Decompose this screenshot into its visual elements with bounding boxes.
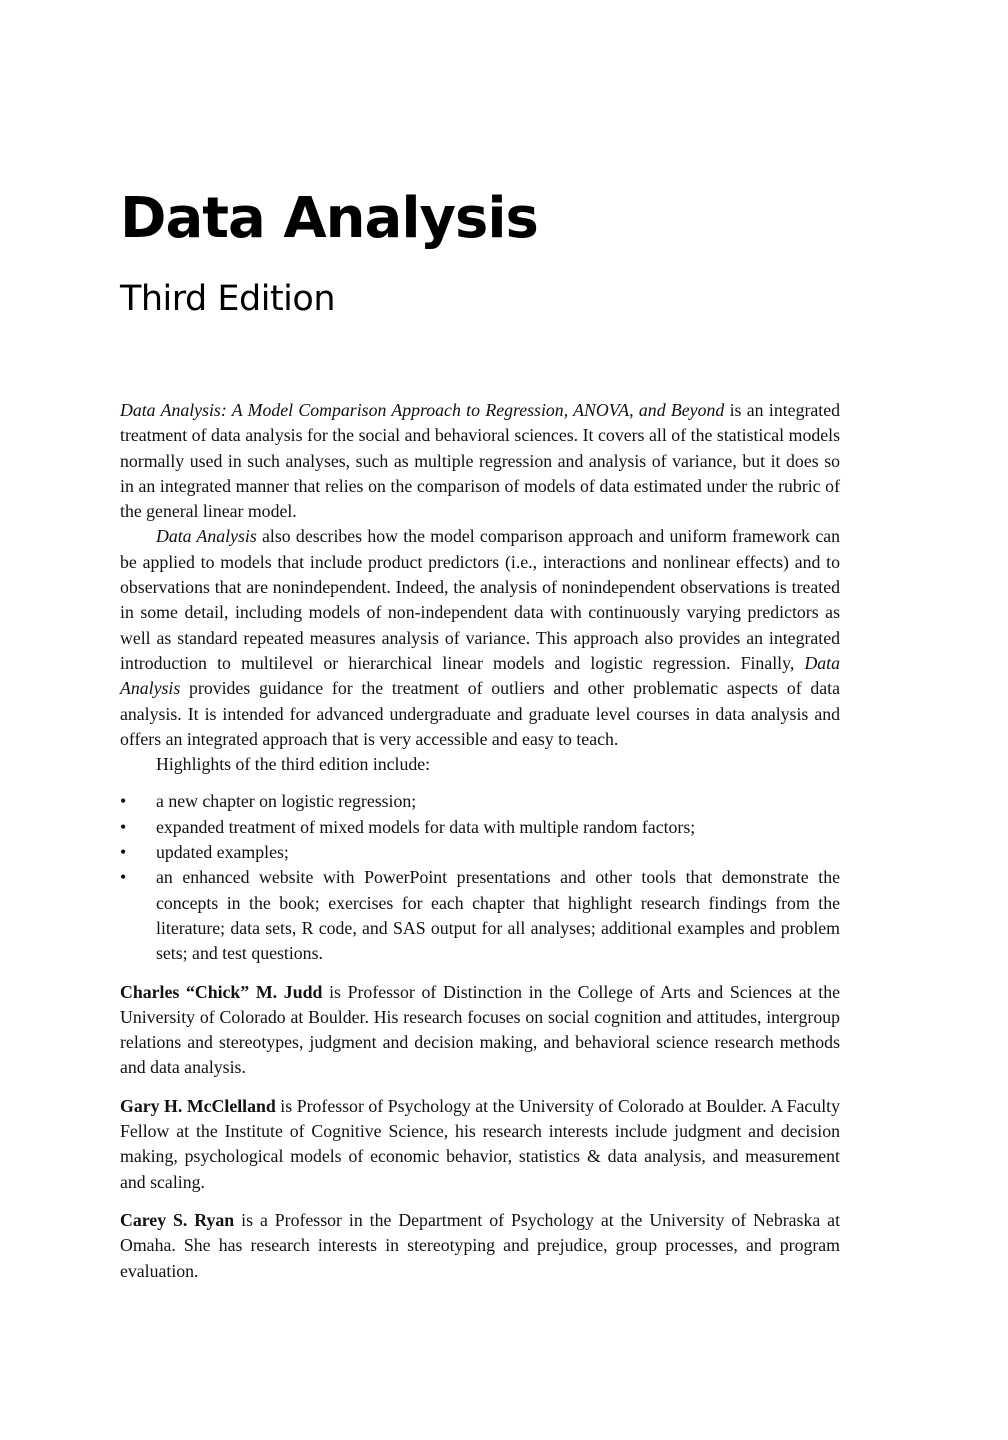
highlight-text: expanded treatment of mixed models for data with multiple random factors;: [156, 816, 696, 837]
highlight-text: an enhanced website with PowerPoint presentations and other tools that demonstrate the concepts in the book; exercises for each chapter that highlight research findings from the literature; data sets, R code, and SAS output for all analyses; additional examples and problem sets; and test questions.: [156, 867, 840, 964]
highlights-intro: Highlights of the third edition include:: [156, 754, 431, 775]
highlights-list: [120, 789, 840, 966]
book-title-reference: Data Analysis: [120, 652, 840, 699]
book-description: [120, 398, 840, 1284]
book-title-reference: Data Analysis: [156, 526, 257, 547]
author-bio-text: is Professor of Distinction in the College of Arts and Sciences at the University of Colorado at Boulder. His research focuses on social cognition and attitudes, intergroup relations and stereotypes, judgment and decision making, and behavioral science research methods and data analysis.: [120, 981, 841, 1078]
bullet-icon: •: [120, 816, 127, 837]
description-paragraph-1: [120, 398, 840, 524]
highlight-item: [120, 840, 840, 865]
description-text: is an integrated treatment of data analysis for the social and behavioral sciences. It covers all of the statistical models normally used in such analyses, such as multiple regression and analysis of variance, but it does so in an integrated manner that relies on the comparison of models of data estimated under the rubric of the general linear model.: [120, 400, 840, 522]
highlight-text: a new chapter on logistic regression;: [156, 791, 417, 812]
author-bio-text: is Professor of Psychology at the University of Colorado at Boulder. A Faculty Fellow at the Institute of Cognitive Science, his research interests include judgment and decision making, psychological models of economic behavior, statistics & data analysis, and measurement and scaling.: [120, 1095, 840, 1192]
full-book-title: Data Analysis: A Model Comparison Approach to Regression, ANOVA, and Beyond: [120, 400, 725, 420]
highlight-item: [120, 865, 840, 966]
author-bio-text: is a Professor in the Department of Psychology at the University of Nebraska at Omaha. She has research interests in stereotyping and prejudice, group processes, and program evaluation.: [120, 1209, 841, 1281]
highlight-item: [120, 815, 840, 840]
author-bio-ryan: [120, 1208, 840, 1284]
bullet-icon: •: [120, 867, 127, 888]
description-text: also describes how the model comparison approach and uniform framework can be applied to models that include product predictors (i.e., interactions and nonlinear effects) and to observations that are nonindependent. Indeed, the analysis of nonindependent observations is treated in some detail, including models of non-independent data with continuously varying predictors as well as standard repeated measures analysis of variance. This approach also provides an integrated introduction to multilevel or hierarchical linear models and logistic regression. Finally,: [120, 526, 840, 673]
author-name: Carey S. Ryan: [120, 1209, 235, 1230]
description-text: provides guidance for the treatment of outliers and other problematic aspects of data analysis. It is intended for advanced undergraduate and graduate level courses in data analysis and offers an integrated approach that is very accessible and easy to teach.: [120, 678, 840, 749]
bullet-icon: •: [120, 791, 127, 812]
author-name: Charles “Chick” M. Judd: [120, 981, 323, 1002]
author-name: Gary H. McClelland: [120, 1095, 276, 1116]
highlight-item: [120, 789, 840, 814]
author-bio-mcclelland: [120, 1094, 840, 1195]
edition-subtitle: Third Edition: [120, 279, 336, 319]
author-bio-judd: [120, 980, 840, 1081]
highlight-text: updated examples;: [156, 842, 289, 863]
book-title: Data Analysis: [120, 186, 538, 251]
bullet-icon: •: [120, 842, 127, 863]
description-paragraph-2: [120, 524, 840, 752]
